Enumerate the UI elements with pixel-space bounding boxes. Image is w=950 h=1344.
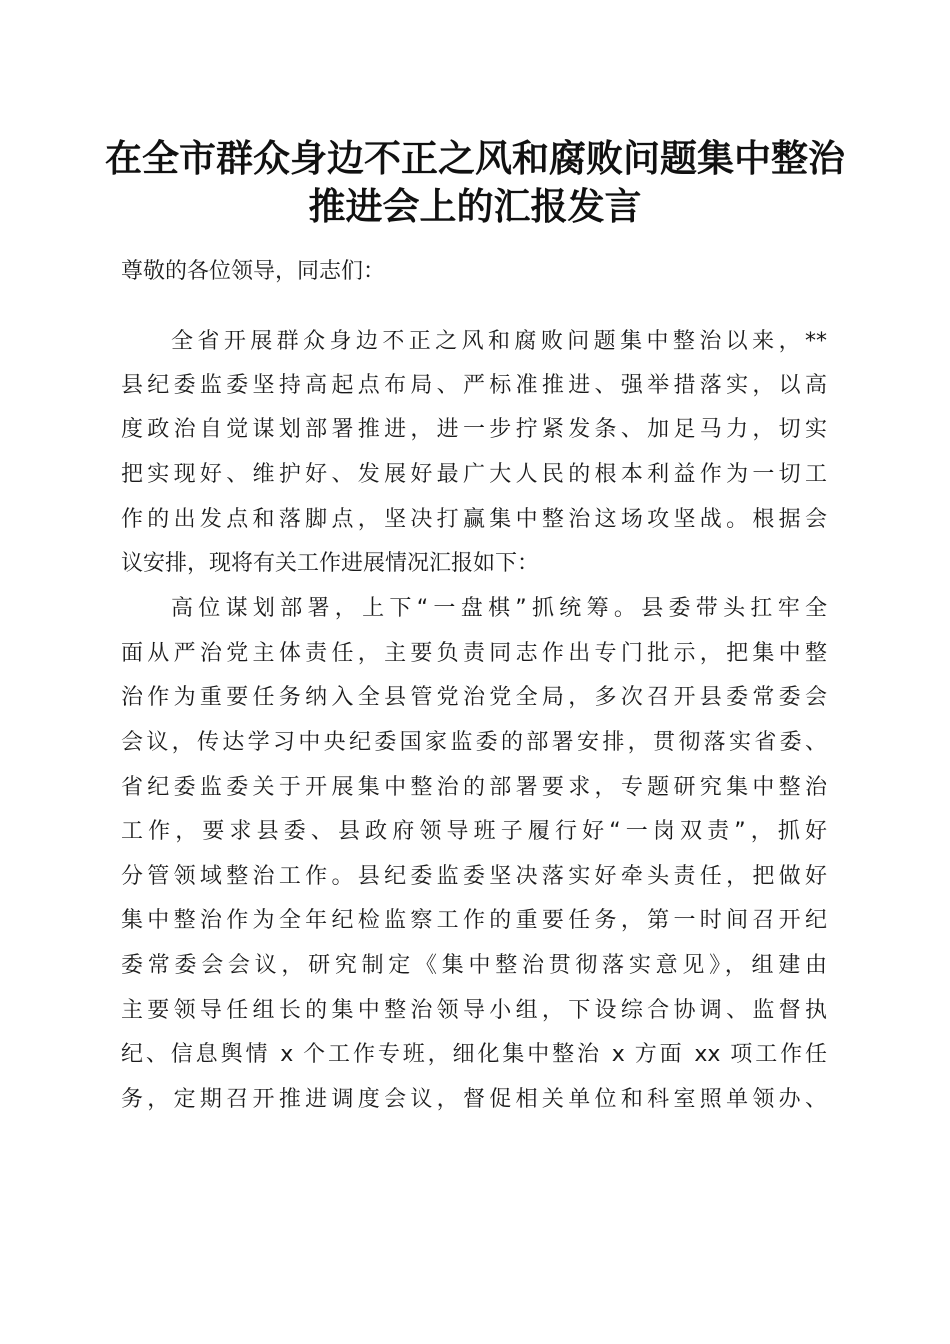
paragraph-2-line: 省纪委监委关于开展集中整治的部署要求，专题研究集中整治 (121, 775, 827, 800)
paragraph-2-line: 务，定期召开推进调度会议，督促相关单位和科室照单领办、 (121, 1087, 827, 1112)
salutation: 尊敬的各位领导，同志们： (121, 259, 386, 284)
document-title-line-2: 推进会上的汇报发言 (308, 184, 642, 228)
paragraph-1-line: 议安排，现将有关工作进展情况汇报如下： (121, 551, 540, 576)
paragraph-2-line: 高位谋划部署，上下“一盘棋”抓统筹。县委带头扛牢全 (171, 596, 827, 621)
paragraph-2-line: 委常委会会议，研究制定《集中整治贯彻落实意见》，组建由 (121, 953, 827, 978)
paragraph-2-line: 分管领域整治工作。县纪委监委坚决落实好牵头责任，把做好 (121, 864, 827, 889)
paragraph-2-line: 会议，传达学习中央纪委国家监委的部署安排，贯彻落实省委、 (121, 730, 827, 755)
paragraph-2-line: 纪、信息舆情 x 个工作专班，细化集中整治 x 方面 xx 项工作任 (121, 1042, 827, 1067)
paragraph-2-line: 集中整治作为全年纪检监察工作的重要任务，第一时间召开纪 (121, 908, 827, 933)
document-title-line-1: 在全市群众身边不正之风和腐败问题集中整治 (105, 136, 845, 180)
paragraph-1-line: 度政治自觉谋划部署推进，进一步拧紧发条、加足马力，切实 (121, 417, 827, 442)
paragraph-2-line: 面从严治党主体责任，主要负责同志作出专门批示，把集中整 (121, 641, 827, 666)
paragraph-1-line: 全省开展群众身边不正之风和腐败问题集中整治以来，** (171, 329, 827, 354)
paragraph-2-line: 治作为重要任务纳入全县管党治党全局，多次召开县委常委会 (121, 685, 827, 710)
paragraph-2-line: 工作，要求县委、县政府领导班子履行好“一岗双责”，抓好 (121, 819, 827, 844)
paragraph-1-line: 县纪委监委坚持高起点布局、严标准推进、强举措落实，以高 (121, 373, 827, 398)
paragraph-2-line: 主要领导任组长的集中整治领导小组，下设综合协调、监督执 (121, 998, 827, 1023)
paragraph-1-line: 作的出发点和落脚点，坚决打赢集中整治这场攻坚战。根据会 (121, 507, 827, 532)
paragraph-1-line: 把实现好、维护好、发展好最广大人民的根本利益作为一切工 (121, 462, 827, 487)
